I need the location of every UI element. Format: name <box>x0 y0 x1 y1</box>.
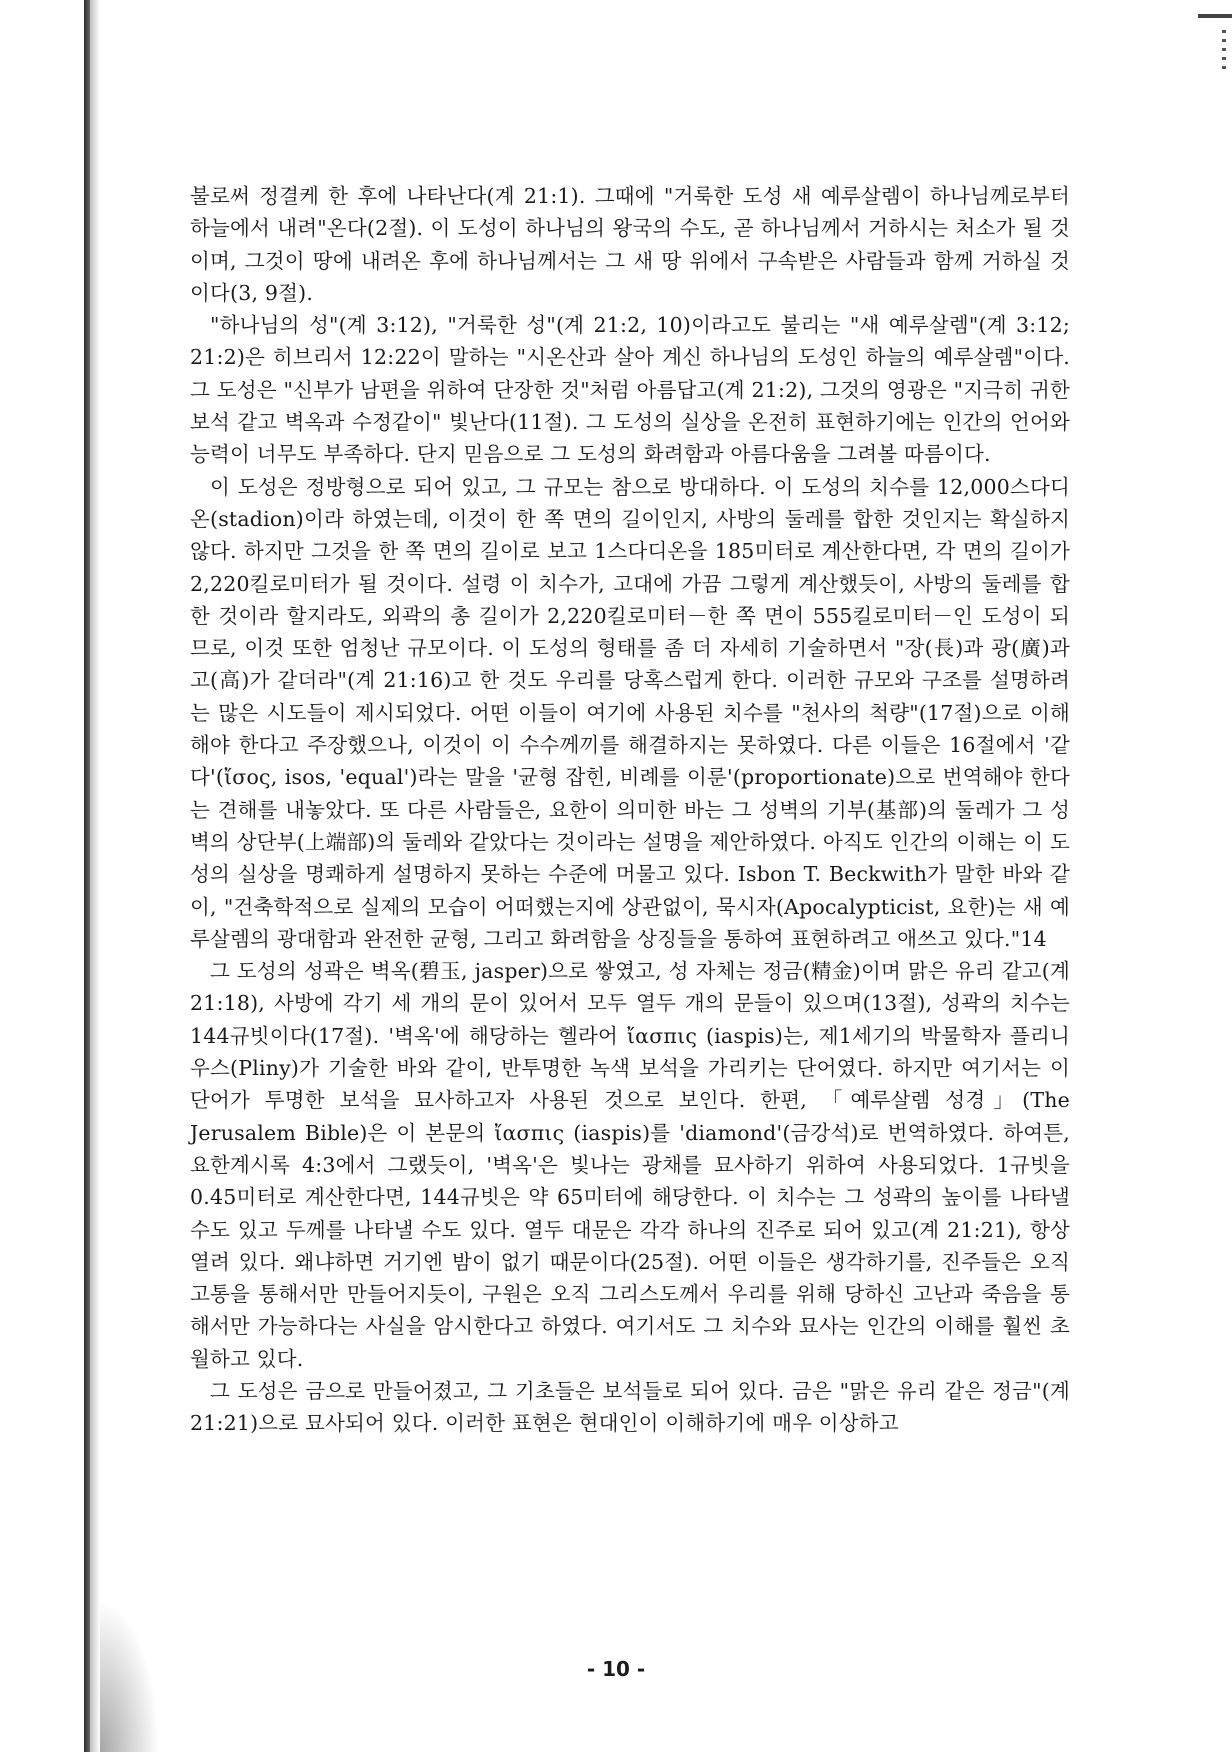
page-number: - 10 - <box>586 1657 646 1681</box>
paragraph: "하나님의 성"(계 3:12), "거룩한 성"(계 21:2, 10)이라고도 불리는 "새 예루살렘"(계 3:12; 21:2)은 히브리서 12:22이 말하는 "시온산과 살아 계신 하나님의 도성인 하늘의 예루살렘"이다. 그 도성은 "신부가 남편을 위하여 단장한 것"처럼 아름답고(계 21:2), 그것의 영광은 "지극히 귀한 보석 같고 벽옥과 수정같이" 빛난다(11절). 그 도성의 실상을 온전히 표현하기에는 인간의 언어와 능력이 너무도 부족하다. 단지 믿음으로 그 도성의 화려함과 아름다움을 그려볼 따름이다. <box>190 313 1070 467</box>
binding-shadow <box>90 0 100 1752</box>
paragraph: 이 도성은 정방형으로 되어 있고, 그 규모는 참으로 방대하다. 이 도성의 치수를 12,000스다디온(stadion)이라 하였는데, 이것이 한 쪽 면의 길이인지, 사방의 둘레를 합한 것인지는 확실하지 않다. 하지만 그것을 한 쪽 면의 길이로 보고 1스다디온을 185미터로 계산한다면, 각 면의 길이가 2,220킬로미터가 될 것이다. 설령 이 치수가, 고대에 가끔 그렇게 계산했듯이, 사방의 둘레를 합한 것이라 할지라도, 외곽의 총 길이가 2,220킬로미터－한 쪽 면이 555킬로미터－인 도성이 되므로, 이것 또한 엄청난 규모이다. 이 도성의 형태를 좀 더 자세히 기술하면서 "장(長)과 광(廣)과 고(高)가 같더라"(계 21:16)고 한 것도 우리를 당혹스럽게 한다. 이러한 규모와 구조를 설명하려는 많은 시도들이 제시되었다. 어떤 이들이 여기에 사용된 치수를 "천사의 척량"(17절)으로 이해해야 한다고 주장했으나, 이것이 이 수수께끼를 해결하지는 못하였다. 다른 이들은 16절에서 '같다'(ἴσος, isos, 'equal')라는 말을 '균형 잡힌, 비례를 이룬'(proportionate)으로 번역해야 한다는 견해를 내놓았다. 또 다른 사람들은, 요한이 의미한 바는 그 성벽의 기부(基部)의 둘레가 그 성벽의 상단부(上端部)의 둘레와 같았다는 것이라는 설명을 제안하였다. 아직도 인간의 이해는 이 도성의 실상을 명쾌하게 설명하지 못하는 수준에 머물고 있다. Isbon T. Beckwith가 말한 바와 같이, "건축학적으로 실제의 모습이 어떠했는지에 상관없이, 묵시자(Apocalypticist, 요한)는 새 예루살렘의 광대함과 완전한 균형, 그리고 화려함을 상징들을 통하여 표현하려고 애쓰고 있다."14 <box>190 474 1070 951</box>
paragraph: 그 도성의 성곽은 벽옥(碧玉, jasper)으로 쌓였고, 성 자체는 정금(精金)이며 맑은 유리 같고(계 21:18), 사방에 각기 세 개의 문이 있어서 모두 열두 개의 문들이 있으며(13절), 성곽의 치수는 144규빗이다(17절). '벽옥'에 해당하는 헬라어 ἴασπις (iaspis)는, 제1세기의 박물학자 플리니우스(Pliny)가 기술한 바와 같이, 반투명한 녹색 보석을 가리키는 단어였다. 하지만 여기서는 이 단어가 투명한 보석을 묘사하고자 사용된 것으로 보인다. 한편, 「예루살렘 성경」(The Jerusalem Bible)은 이 본문의 ἴασπις (iaspis)를 'diamond'(금강석)로 번역하였다. 하여튼, 요한계시록 4:3에서 그랬듯이, '벽옥'은 빛나는 광채를 묘사하기 위하여 사용되었다. 1규빗을 0.45미터로 계산한다면, 144규빗은 약 65미터에 해당한다. 이 치수는 그 성곽의 높이를 나타낼 수도 있고 두께를 나타낼 수도 있다. 열두 대문은 각각 하나의 진주로 되어 있고(계 21:21), 항상 열려 있다. 왜냐하면 거기엔 밤이 없기 때문이다(25절). 어떤 이들은 생각하기를, 진주들은 오직 고통을 통해서만 만들어지듯이, 구원은 오직 그리스도께서 우리를 위해 당하신 고난과 죽음을 통해서만 가능하다는 사실을 암시한다고 하였다. 여기서도 그 치수와 묘사는 인간의 이해를 훨씬 초월하고 있다. <box>190 959 1070 1371</box>
scan-dots <box>1222 30 1226 70</box>
scan-mark <box>1198 14 1232 18</box>
paragraph: 불로써 정결케 한 후에 나타난다(계 21:1). 그때에 "거룩한 도성 새 예루살렘이 하나님께로부터 하늘에서 내려"온다(2절). 이 도성이 하나님의 왕국의 수도, 곧 하나님께서 거하시는 처소가 될 것이며, 그것이 땅에 내려온 후에 하나님께서는 그 새 땅 위에서 구속받은 사람들과 함께 거하실 것이다(3, 9절). <box>190 184 1070 305</box>
paragraph: 그 도성은 금으로 만들어졌고, 그 기초들은 보석들로 되어 있다. 금은 "맑은 유리 같은 정금"(계 21:21)으로 묘사되어 있다. 이러한 표현은 현대인이 이해하기에 매우 이상하고 <box>190 1378 1070 1436</box>
body-text <box>190 180 1070 1440</box>
